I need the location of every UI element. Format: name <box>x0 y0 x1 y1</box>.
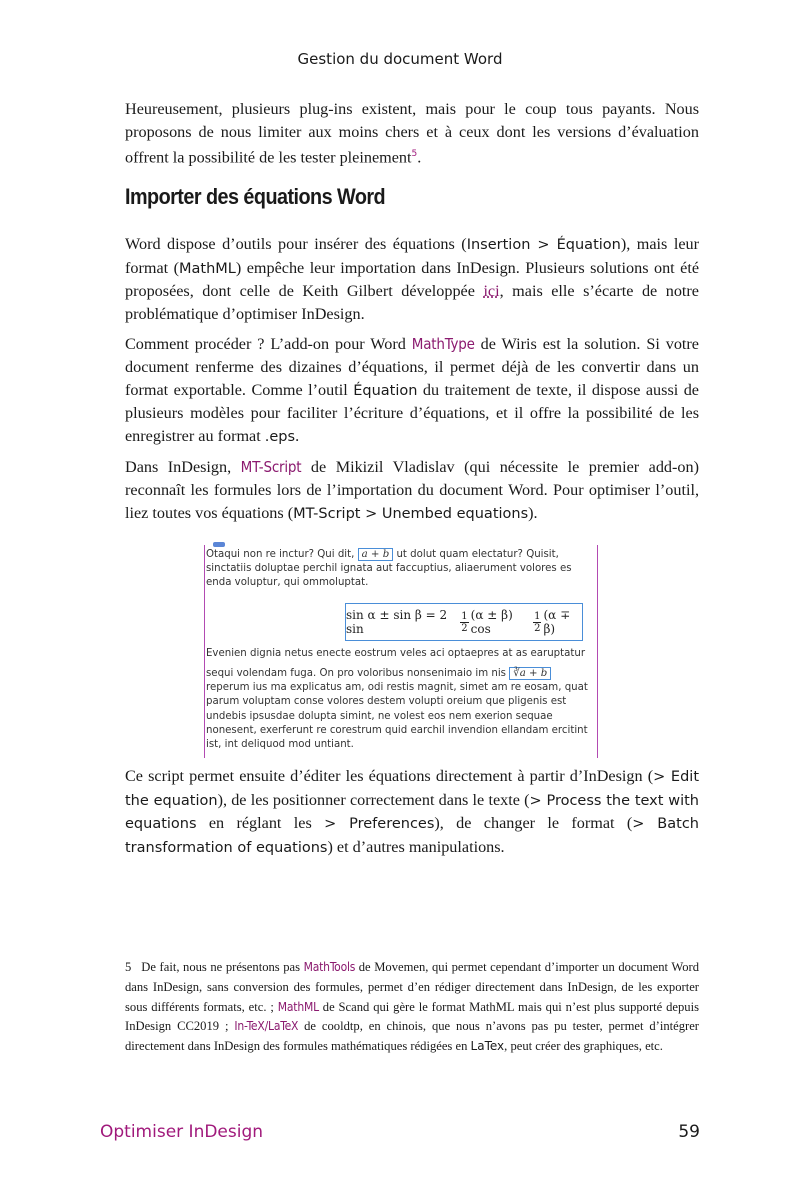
menu-path: > Batch transformation of equations <box>125 816 699 856</box>
intro-text: Heureusement, plusieurs plug-ins existent, mais pour le coup tous payants. Nous proposons de nous limiter aux moins chers et à ceux dont les versions d’évaluation offrent la possibilité de les tester pleinement <box>125 100 699 167</box>
intex-product: In-TeX/LaTeX <box>234 1019 299 1034</box>
shot-text-2: Evenien dignia netus enecte eostrum veles aci optaepres at as earuptatur <box>206 648 586 659</box>
format-name: MathML <box>179 260 236 277</box>
menu-path: > Edit the equation <box>125 769 700 809</box>
footnote-number: 5 <box>125 960 132 974</box>
tool-name: Équation <box>353 382 418 399</box>
shot-text-1: Otaqui non re inctur? Qui dit, a + b ut dolut quam electatur? Quisit, sinctatiis doluptae perchil ignata aut faccuptius, aliaerument volores es enda voluptur, qui ommoluptat. <box>206 549 572 589</box>
indesign-screenshot <box>204 545 598 758</box>
paragraph-1: Word dispose d’outils pour insérer des équations (Insertion > Équation), mais leur format (MathML) empêche leur importation dans InDesign. Plusieurs solutions ont été proposées, dont celle de Keith Gilbert développée ici, mais elle s’écarte de notre problématique d’optimiser InDesign. <box>125 235 699 323</box>
menu-path: MT-Script > Unembed equations <box>293 505 529 522</box>
menu-path: > Preferences <box>324 816 435 833</box>
section-body <box>125 233 699 533</box>
book-title: Optimiser InDesign <box>100 1122 264 1142</box>
shot-text-3: sequi volendam fuga. On pro voloribus nonsenimaio im nis ∛a + b reperum ius ma explicatus am, odi restis magnit, simet am re eosam, quat parum voluptam conse volores destem volupti oreium que pligenis est undebis ipsusdae dolupta simint, ne volest eos nem exerion sequae nonesent, exerferunt re corestrum quid earchil invendion ellandam ercitint ist, int deliquod mod untiant. <box>206 668 588 751</box>
page-number: 59 <box>678 1122 700 1142</box>
running-head: Gestion du document Word <box>297 50 503 68</box>
mtscript-product: MT-Script <box>240 458 302 477</box>
latex-term: LaTex <box>470 1039 505 1054</box>
paragraph-3: Dans InDesign, MT-Script de Mikizil Vladislav (qui nécessite le premier add-on) reconnaît les formules lors de l’importation du document Word. Pour optimiser l’outil, liez toutes vos équations (MT-Script > Unembed equations). <box>125 458 699 522</box>
inline-equation[interactable]: a + b <box>358 548 394 561</box>
mathtype-product: MathType <box>411 335 475 354</box>
inline-equation[interactable]: ∛a + b <box>509 667 551 680</box>
closing-paragraph: Ce script permet ensuite d’éditer les équations directement à partir d’InDesign (> Edit the equation), de les positionner correctement dans le texte (> Process the text with equations en réglant les > Preferences), de changer le format (> Batch transformation of equations) et d’autres manipulations. <box>125 767 700 856</box>
display-equation[interactable]: sin α ± sin β = 2 sin $\frac{1}{2}$ (α ± β) cos $\frac{1}{2}$ (α ∓ β) <box>345 603 583 641</box>
mathtools-product: MathTools <box>303 960 356 974</box>
menu-path: Insertion > Équation <box>466 237 621 253</box>
paragraph-2: Comment procéder ? L’add-on pour Word MathType de Wiris est la solution. Si votre document renferme des dizaines d’équations, il permet déjà de les convertir dans un format exportable. Comme l’outil Équation du traitement de texte, il dispose aussi de plusieurs modèles pour faciliter l’écriture d’équations, et il offre la possibilité de les enregistrer au format .eps. <box>125 335 699 445</box>
footnote-ref[interactable]: 5 <box>411 149 418 160</box>
anchor-icon <box>213 542 225 547</box>
file-ext: .eps <box>264 428 296 445</box>
mathml-product: MathML <box>277 999 319 1014</box>
menu-path: > Process the text with equations <box>125 792 699 833</box>
intro-paragraph: Heureusement, plusieurs plug-ins existent, mais pour le coup tous payants. Nous proposons de nous limiter aux moins chers et à ceux dont les versions d’évaluation offrent la possibilité de les tester pleinement$^5$. <box>125 100 699 167</box>
section-heading: Importer des équations Word <box>125 184 386 209</box>
footnote: 5 De fait, nous ne présentons pas MathTools de Movemen, qui permet cependant d’importer un document Word dans InDesign, sans conversion des formules, permet d’en rédiger directement dans InDesign, de les exporter sous différents formats, etc. ; MathML de Scand qui gère le format MathML mais qui n’est plus supporté depuis InDesign CC2019 ; In-TeX/LaTeX de cooldtp, en chinois, que nous n’avons pas pu tester, permet d’intégrer directement dans InDesign des formules mathématiques rédigées en LaTex, peut créer des graphiques, etc. <box>125 960 700 1054</box>
ici-link[interactable]: ici <box>483 282 500 301</box>
